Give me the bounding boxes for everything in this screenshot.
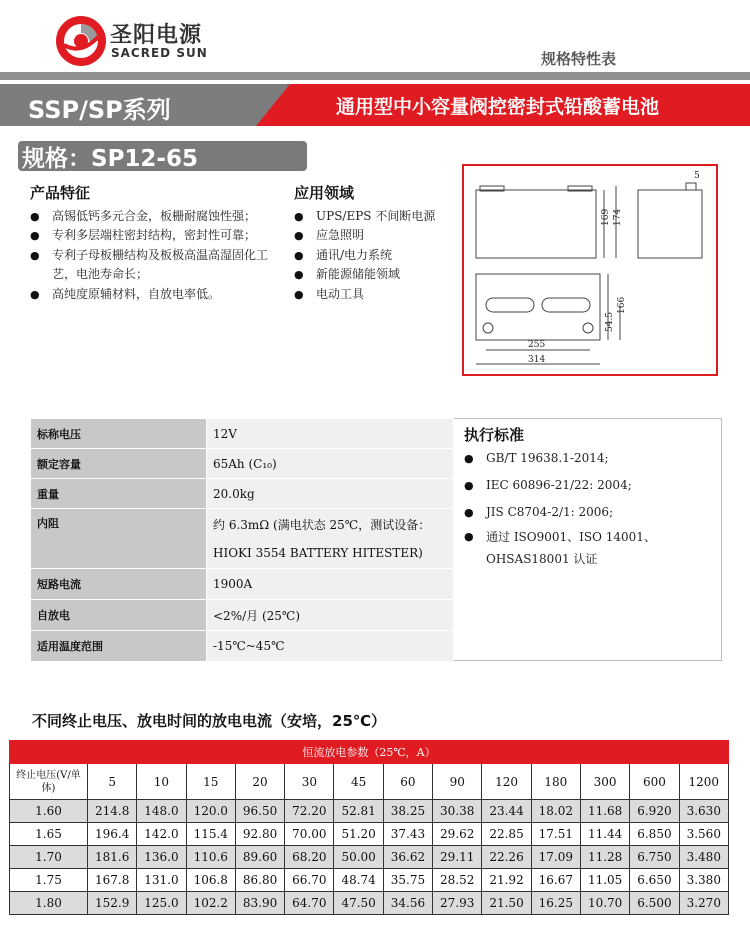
dim-h-body: 169 [601,208,611,226]
current-cell: 86.80 [235,869,284,892]
series-name: SSP/SP系列 [28,96,171,124]
dim-top: 5 [694,171,700,181]
current-cell: 3.270 [679,892,728,915]
current-cell: 23.44 [482,800,531,823]
current-cell: 11.05 [580,869,629,892]
current-cell: 22.26 [482,846,531,869]
features-list [30,207,270,304]
cutoff-voltage-cell: 1.80 [10,892,88,915]
time-header: 180 [531,764,580,800]
standard-item: ● 通过 ISO9001、ISO 14001、OHSAS18001 认证 [464,526,720,570]
time-header: 30 [285,764,334,800]
current-cell: 64.70 [285,892,334,915]
time-header: 300 [580,764,629,800]
current-cell: 48.74 [334,869,383,892]
document-type: 规格特性表 [541,50,617,68]
dim-w-outer: 314 [528,355,546,365]
spec-value: 12V [207,419,454,449]
application-item: ● 新能源储能领域 [294,265,464,284]
current-cell: 16.25 [531,892,580,915]
current-cell: 125.0 [137,892,186,915]
time-header: 10 [137,764,186,800]
spec-value: -15℃~45℃ [207,631,454,662]
internal-resistance-line1: 约 6.3mΩ (满电状态 25℃，测试设备： [213,517,431,532]
current-cell: 66.70 [285,869,334,892]
current-cell: 3.480 [679,846,728,869]
current-cell: 11.68 [580,800,629,823]
current-cell: 3.630 [679,800,728,823]
dim-h-total: 174 [613,208,623,226]
current-cell: 181.6 [88,846,137,869]
current-cell: 28.52 [433,869,482,892]
current-cell: 6.500 [630,892,679,915]
time-header: 5 [88,764,137,800]
current-cell: 10.70 [580,892,629,915]
current-cell: 92.80 [235,823,284,846]
current-cell: 6.920 [630,800,679,823]
spec-label: 短路电流 [31,569,207,600]
current-cell: 152.9 [88,892,137,915]
features-heading: 产品特征 [30,184,91,202]
internal-resistance-line2: HIOKI 3554 BATTERY HITESTER) [213,545,423,560]
spec-label: 自放电 [31,600,207,631]
model-name: 规格：SP12-65 [22,146,198,172]
current-cell: 102.2 [186,892,235,915]
applications-list [294,207,464,304]
battery-front-view [476,190,596,258]
brand-name-cn: 圣阳电源 [110,23,203,48]
discharge-caption: 恒流放电参数（25℃，A） [10,741,729,764]
current-cell: 29.11 [433,846,482,869]
spec-label: 内阻 [31,509,207,569]
application-item: ● UPS/EPS 不间断电源 [294,207,464,226]
spec-value: <2%/月 (25℃) [207,600,454,631]
feature-item: ● 专利子母板栅结构及板极高温高湿固化工艺，电池寿命长； [30,246,270,285]
standards-heading: 执行标准 [464,426,525,444]
current-cell: 51.20 [334,823,383,846]
cutoff-voltage-cell: 1.60 [10,800,88,823]
time-header: 600 [630,764,679,800]
spec-value: 1900A [207,569,454,600]
application-item: ● 电动工具 [294,285,464,304]
spec-label: 重量 [31,479,207,509]
current-cell: 38.25 [383,800,432,823]
current-cell: 3.560 [679,823,728,846]
current-cell: 29.62 [433,823,482,846]
dim-h-side: 166 [617,296,627,314]
current-cell: 120.0 [186,800,235,823]
current-cell: 6.850 [630,823,679,846]
table-row [10,823,729,846]
spec-value: 65Ah (C₁₀) [207,449,454,479]
standards-list [464,445,720,570]
brand-name-en: SACRED SUN [111,46,208,60]
applications-heading: 应用领域 [294,184,355,202]
spec-value: 20.0kg [207,479,454,509]
current-cell: 17.09 [531,846,580,869]
time-header: 60 [383,764,432,800]
current-cell: 16.67 [531,869,580,892]
feature-item: ● 专利多层端柱密封结构，密封性可靠； [30,226,270,245]
current-cell: 52.81 [334,800,383,823]
current-cell: 36.62 [383,846,432,869]
current-cell: 34.56 [383,892,432,915]
current-cell: 167.8 [88,869,137,892]
current-cell: 196.4 [88,823,137,846]
spec-value [207,509,454,569]
current-cell: 6.650 [630,869,679,892]
current-cell: 35.75 [383,869,432,892]
time-header: 90 [433,764,482,800]
dimension-drawing [462,164,718,376]
current-cell: 83.90 [235,892,284,915]
current-cell: 37.43 [383,823,432,846]
current-cell: 18.02 [531,800,580,823]
discharge-title: 不同终止电压、放电时间的放电电流（安培，25℃） [32,712,387,730]
current-cell: 3.380 [679,869,728,892]
current-cell: 27.93 [433,892,482,915]
table-row [10,892,729,915]
spec-label: 适用温度范围 [31,631,207,662]
current-cell: 89.60 [235,846,284,869]
current-cell: 68.20 [285,846,334,869]
discharge-table [9,740,729,915]
current-cell: 72.20 [285,800,334,823]
spec-label: 标称电压 [31,419,207,449]
current-cell: 110.6 [186,846,235,869]
cutoff-voltage-header: 终止电压(V/单体) [10,764,88,800]
application-item: ● 通讯/电力系统 [294,246,464,265]
current-cell: 115.4 [186,823,235,846]
current-cell: 47.50 [334,892,383,915]
cutoff-voltage-cell: 1.70 [10,846,88,869]
header-divider [0,72,750,80]
current-cell: 11.28 [580,846,629,869]
current-cell: 30.38 [433,800,482,823]
current-cell: 6.750 [630,846,679,869]
sacred-sun-logo-icon [55,15,107,67]
current-cell: 148.0 [137,800,186,823]
application-item: ● 应急照明 [294,226,464,245]
time-header: 1200 [679,764,728,800]
current-cell: 96.50 [235,800,284,823]
banner-title: 通用型中小容量阀控密封式铅酸蓄电池 [336,96,660,118]
current-cell: 50.00 [334,846,383,869]
battery-side-view [638,190,702,258]
current-cell: 21.50 [482,892,531,915]
spec-table [30,418,454,662]
time-header: 15 [186,764,235,800]
table-row [10,846,729,869]
current-cell: 22.85 [482,823,531,846]
time-header: 20 [235,764,284,800]
cutoff-voltage-cell: 1.75 [10,869,88,892]
cutoff-voltage-cell: 1.65 [10,823,88,846]
dim-h-term: 54.5 [605,311,615,332]
current-cell: 21.92 [482,869,531,892]
current-cell: 11.44 [580,823,629,846]
table-row [10,869,729,892]
current-cell: 70.00 [285,823,334,846]
feature-item: ● 高纯度原辅材料，自放电率低。 [30,285,270,304]
current-cell: 17.51 [531,823,580,846]
standard-item: ● JIS C8704-2/1: 2006; [464,499,720,526]
spec-label: 额定容量 [31,449,207,479]
current-cell: 142.0 [137,823,186,846]
time-header: 120 [482,764,531,800]
current-cell: 214.8 [88,800,137,823]
standard-item: ● IEC 60896-21/22: 2004; [464,472,720,499]
feature-item: ● 高锡低钙多元合金，板栅耐腐蚀性强； [30,207,270,226]
time-header: 45 [334,764,383,800]
standard-item: ● GB/T 19638.1-2014; [464,445,720,472]
current-cell: 136.0 [137,846,186,869]
current-cell: 106.8 [186,869,235,892]
discharge-rows [10,800,729,915]
current-cell: 131.0 [137,869,186,892]
dim-w-inner: 255 [528,340,546,350]
battery-top-view [476,274,600,340]
table-row [10,800,729,823]
